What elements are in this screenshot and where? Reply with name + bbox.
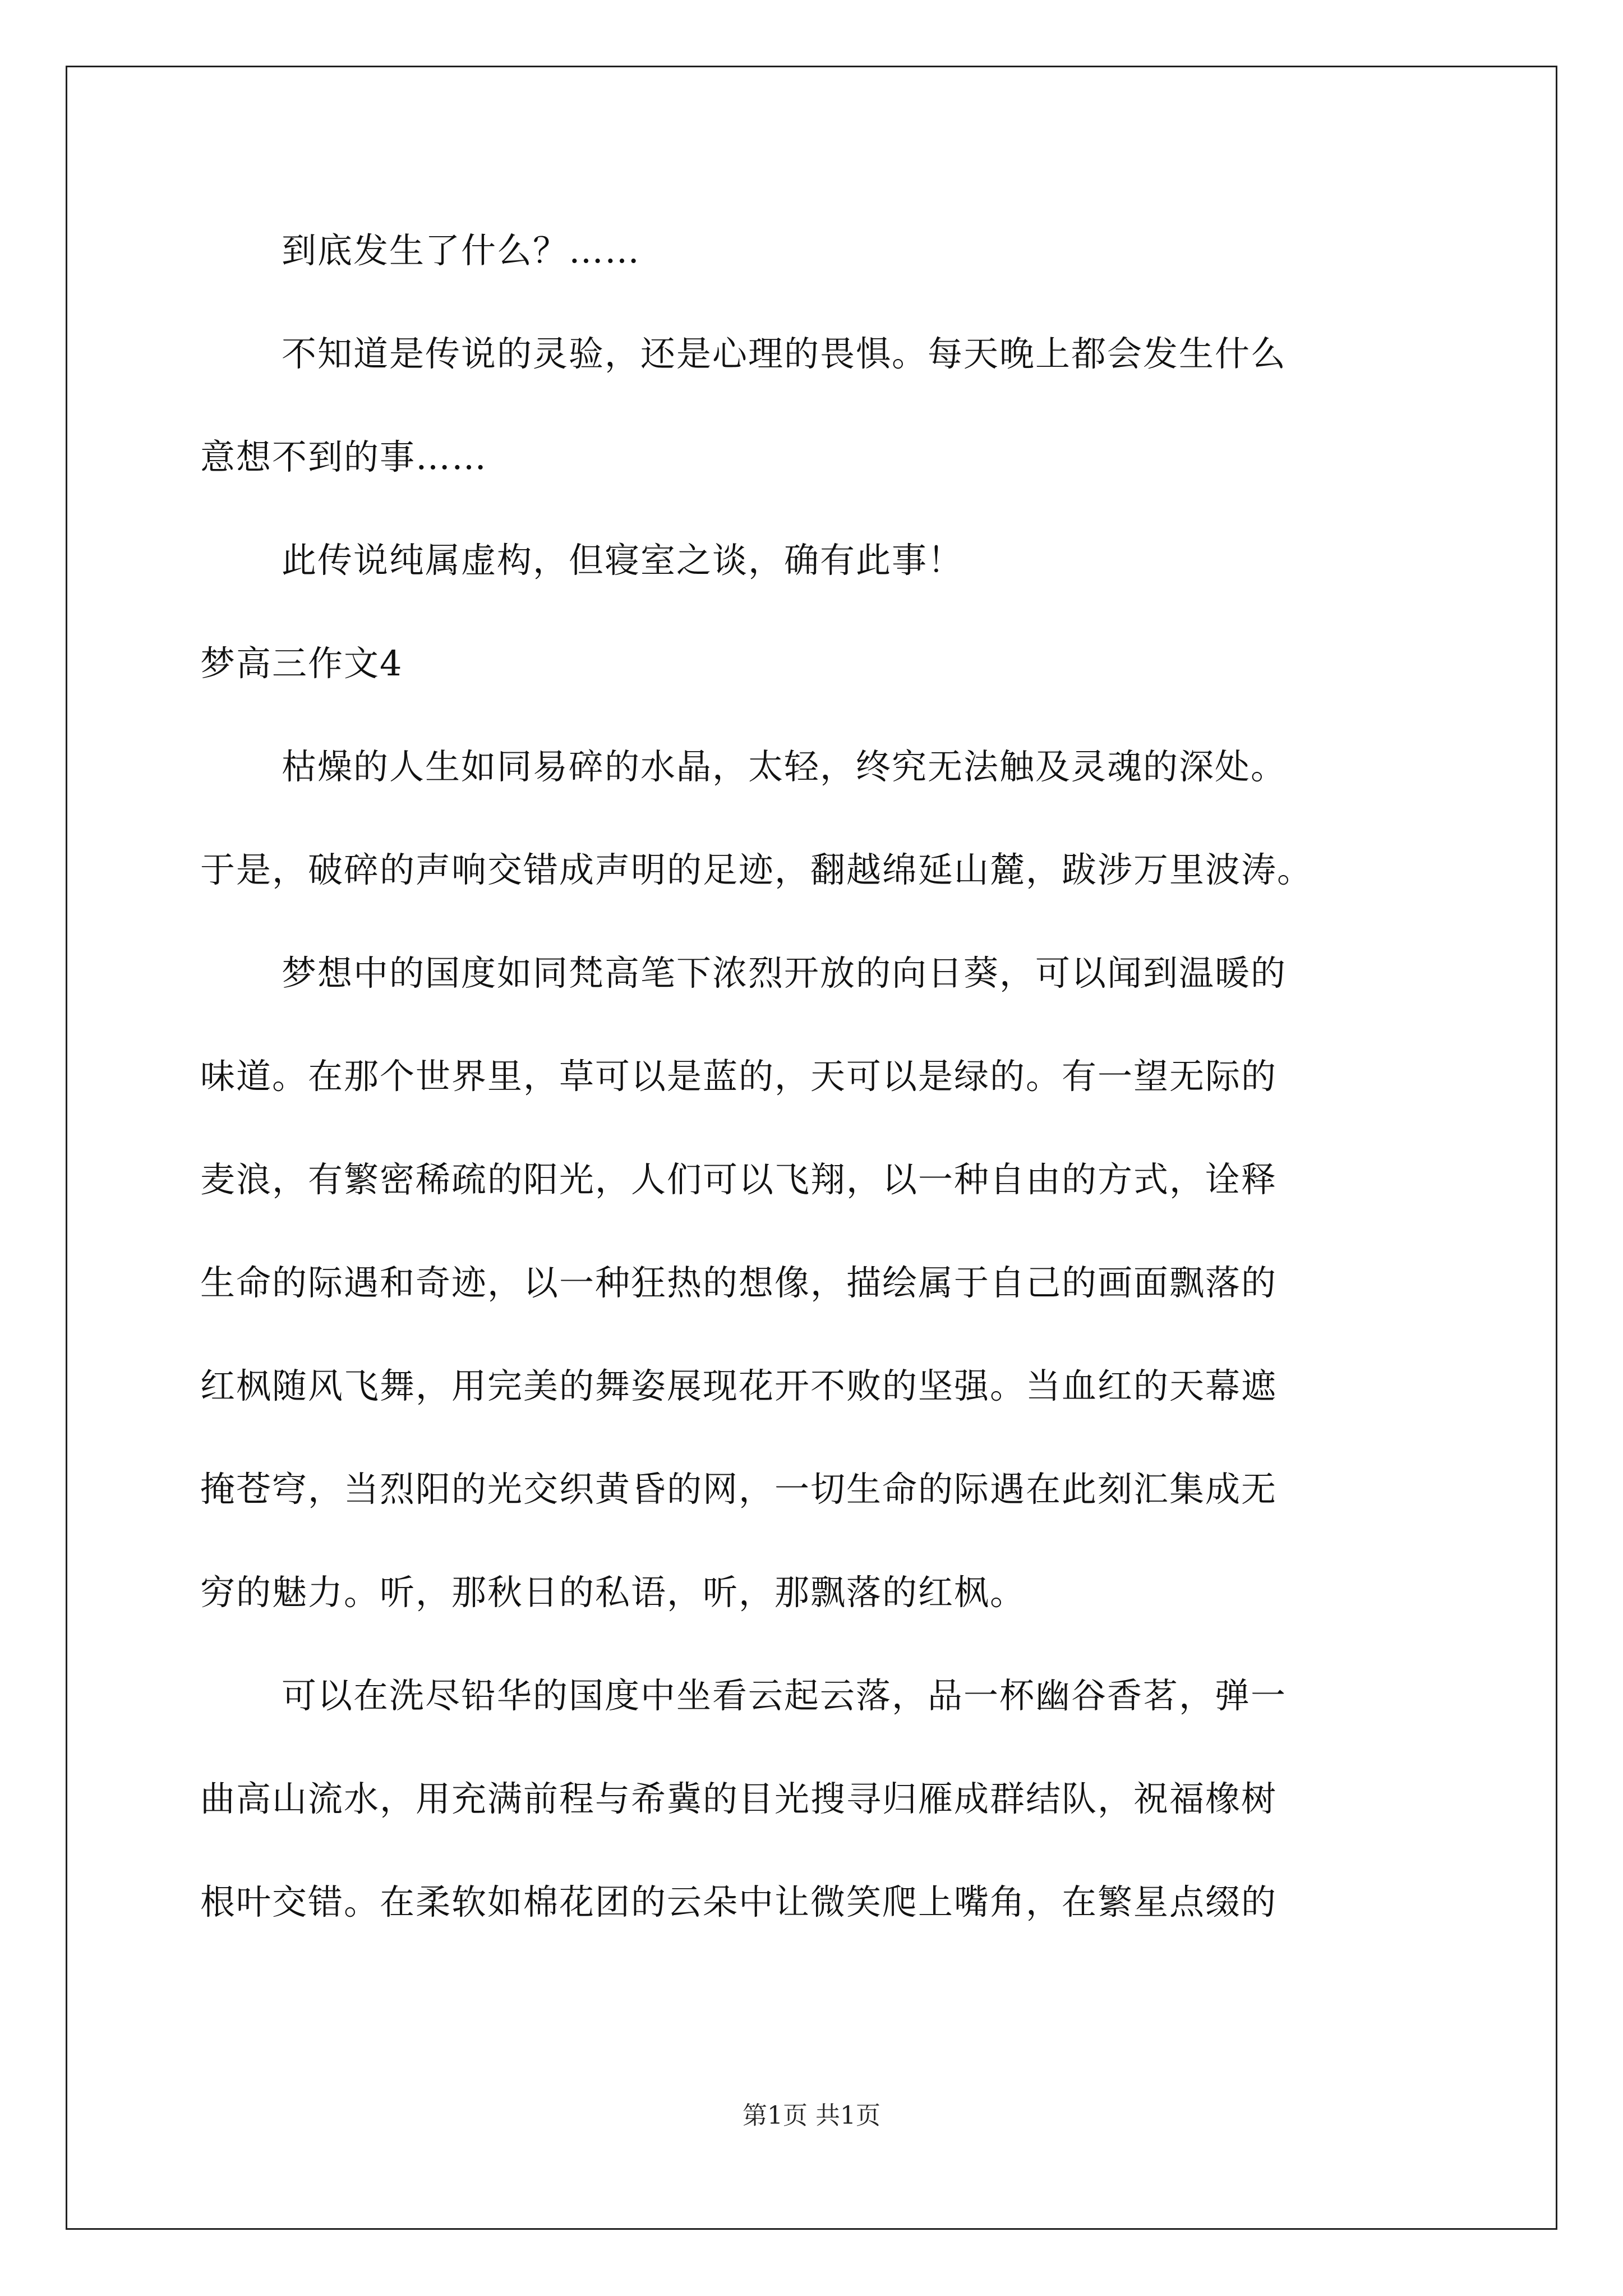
paragraph-line: 不知道是传说的灵验，还是心理的畏惧。每天晚上都会发生什么 xyxy=(282,333,1287,374)
paragraph-line: 于是，破碎的声响交错成声明的足迹，翻越绵延山麓，跋涉万里波涛。 xyxy=(200,849,1313,890)
paragraph-line: 掩苍穹，当烈阳的光交织黄昏的网，一切生命的际遇在此刻汇集成无 xyxy=(200,1469,1278,1510)
paragraph-line: 此传说纯属虚构，但寝室之谈，确有此事！ xyxy=(282,540,964,581)
paragraph-line: 曲高山流水，用充满前程与希冀的目光搜寻归雁成群结队，祝福橡树 xyxy=(200,1778,1278,1819)
paragraph-line: 梦想中的国度如同梵高笔下浓烈开放的向日葵，可以闻到温暖的 xyxy=(282,953,1287,993)
paragraph-line: 穷的魅力。听，那秋日的私语，听，那飘落的红枫。 xyxy=(200,1572,1026,1613)
page-footer: 第1页 共1页 xyxy=(743,2101,880,2130)
paragraph-line: 根叶交错。在柔软如棉花团的云朵中让微笑爬上嘴角，在繁星点缀的 xyxy=(200,1881,1278,1922)
paragraph-line: 生命的际遇和奇迹，以一种狂热的想像，描绘属于自己的画面飘落的 xyxy=(200,1262,1278,1303)
paragraph-line: 红枫随风飞舞，用完美的舞姿展现花开不败的坚强。当血红的天幕遮 xyxy=(200,1365,1278,1406)
paragraph-line: 到底发生了什么？…… xyxy=(282,230,641,271)
paragraph-line: 味道。在那个世界里，草可以是蓝的，天可以是绿的。有一望无际的 xyxy=(200,1056,1278,1097)
section-heading: 梦高三作文4 xyxy=(200,643,403,684)
paragraph-line: 枯燥的人生如同易碎的水晶，太轻，终究无法触及灵魂的深处。 xyxy=(282,746,1287,787)
paragraph-line: 麦浪，有繁密稀疏的阳光，人们可以飞翔，以一种自由的方式，诠释 xyxy=(200,1159,1278,1200)
paragraph-line: 意想不到的事…… xyxy=(200,436,488,477)
paragraph-line: 可以在洗尽铅华的国度中坐看云起云落，品一杯幽谷香茗，弹一 xyxy=(282,1675,1287,1716)
